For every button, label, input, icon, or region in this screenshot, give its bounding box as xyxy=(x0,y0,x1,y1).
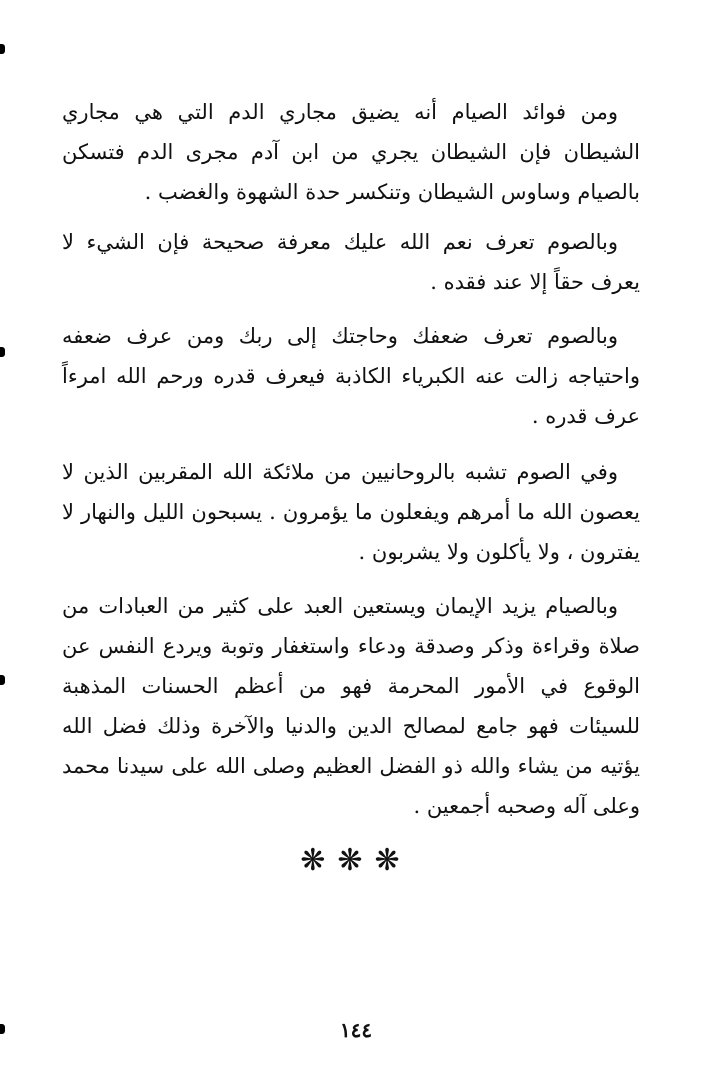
body-text xyxy=(62,92,640,838)
paragraph-knowing-weakness: وبالصوم تعرف ضعفك وحاجتك إلى ربك ومن عرف ضعفه واحتياجه زالت عنه الكبرياء الكاذبة فيعرف قدره ورحم الله امرءاً عرف قدره . xyxy=(62,324,640,428)
section-ornament: ❋❋❋ xyxy=(300,843,412,878)
paragraph-knowing-blessings: وبالصوم تعرف نعم الله عليك معرفة صحيحة فإن الشيء لا يعرف حقاً إلا عند فقده . xyxy=(62,230,640,294)
scan-edge-mark xyxy=(0,44,5,54)
page-number: ١٤٤ xyxy=(339,1018,373,1042)
paragraph-faith-increase: وبالصيام يزيد الإيمان ويستعين العبد على كثير من العبادات من صلاة وقراءة وذكر وصدقة ودعاء واستغفار وتوبة ويردع النفس عن الوقوع في الأمور المحرمة فهو من أعظم الحسنات المذهبة للسيئات فهو جامع لمصالح الدين والدنيا والآخرة وذلك فضل الله يؤتيه من يشاء والله ذو الفضل العظيم وصلى الله على سيدنا محمد وعلى آله وصحبه أجمعين . xyxy=(62,594,640,818)
paragraph-angels-likeness: وفي الصوم تشبه بالروحانيين من ملائكة الله المقربين الذين لا يعصون الله ما أمرهم ويفعلون ما يؤمرون . يسبحون الليل والنهار لا يفترون ، ولا يأكلون ولا يشربون . xyxy=(62,460,640,564)
paragraph-fasting-benefits: ومن فوائد الصيام أنه يضيق مجاري الدم التي هي مجاري الشيطان فإن الشيطان يجري من ابن آدم مجرى الدم فتسكن بالصيام وساوس الشيطان وتنكسر حدة الشهوة والغضب . xyxy=(62,100,640,204)
scan-edge-mark xyxy=(0,675,5,685)
scan-edge-mark xyxy=(0,347,5,357)
